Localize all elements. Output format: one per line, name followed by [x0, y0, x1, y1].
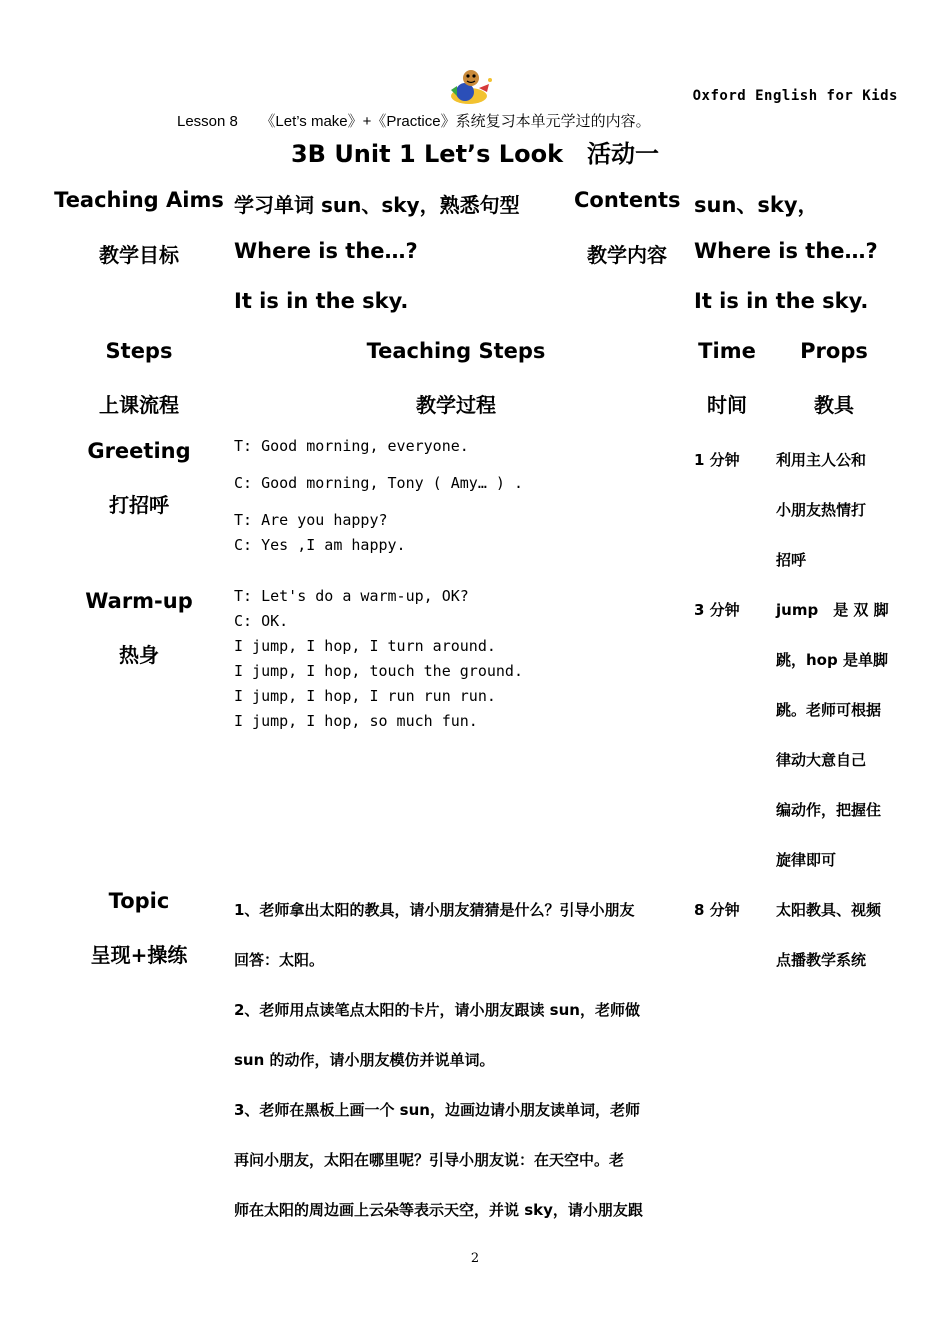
warmup-line: C: OK. — [234, 612, 289, 630]
teaching-steps-header-en: Teaching Steps — [366, 339, 546, 363]
warmup-props-line: 律动大意自己 — [776, 751, 867, 769]
props-header-cn: 教具 — [814, 393, 854, 417]
aims-label-cn: 教学目标 — [99, 243, 179, 267]
topic-line: 再问小朋友，太阳在哪里呢？引导小朋友说：在天空中。老 — [234, 1151, 625, 1169]
contents-line-3: It is in the sky. — [694, 289, 869, 313]
topic-props-line: 点播教学系统 — [776, 951, 867, 969]
topic-line: 师在太阳的周边画上云朵等表示天空，并说 sky，请小朋友跟 — [234, 1201, 643, 1219]
contents-line-2: Where is the…? — [694, 239, 878, 263]
greeting-props-line: 利用主人公和 — [776, 451, 867, 469]
topic-line: 回答：太阳。 — [234, 951, 325, 969]
topic-label-en: Topic — [108, 889, 170, 913]
page-title: 3B Unit 1 Let’s Look 活动一 — [290, 140, 660, 168]
time-header-cn: 时间 — [707, 393, 747, 417]
greeting-label-en: Greeting — [87, 439, 191, 463]
warmup-label-cn: 热身 — [119, 643, 159, 667]
greeting-props-line: 小朋友热情打 — [776, 501, 867, 519]
greeting-line: T: Good morning, everyone. — [234, 437, 469, 455]
topic-line: 1、老师拿出太阳的教具，请小朋友猜猜是什么？引导小朋友 — [234, 901, 635, 919]
warmup-props-line: 跳，hop 是单脚 — [776, 651, 888, 669]
warmup-line: T: Let's do a warm-up, OK? — [234, 587, 469, 605]
warmup-props-line: 旋律即可 — [776, 851, 837, 869]
lesson-line: Lesson 8 《Let’s make》+《Practice》系统复习本单元学过的内容。 — [177, 113, 651, 130]
contents-label-cn: 教学内容 — [587, 243, 667, 267]
time-header-en: Time — [698, 339, 756, 363]
warmup-line: I jump, I hop, I run run run. — [234, 687, 496, 705]
steps-header-cn: 上课流程 — [99, 393, 179, 417]
greeting-props-line: 招呼 — [776, 551, 807, 569]
teaching-steps-header-cn: 教学过程 — [416, 393, 496, 417]
topic-label-cn: 呈现+操练 — [90, 943, 188, 967]
topic-line: 2、老师用点读笔点太阳的卡片，请小朋友跟读 sun，老师做 — [234, 1001, 640, 1019]
warmup-line: I jump, I hop, touch the ground. — [234, 662, 523, 680]
warmup-line: I jump, I hop, so much fun. — [234, 712, 478, 730]
contents-label-en: Contents — [574, 188, 681, 212]
aims-line-2: Where is the…? — [234, 239, 418, 263]
page-number: 2 — [470, 1251, 480, 1266]
greeting-line: T: Are you happy? — [234, 511, 388, 529]
warmup-props-line: 编动作，把握住 — [776, 801, 882, 819]
aims-label-en: Teaching Aims — [54, 188, 224, 212]
topic-time: 8 分钟 — [694, 901, 740, 919]
header-brand-text: Oxford English for Kids — [692, 88, 898, 104]
cartoon-logo-icon — [443, 66, 497, 106]
greeting-time: 1 分钟 — [694, 451, 740, 469]
aims-line-1: 学习单词 sun、sky，熟悉句型 — [234, 193, 520, 217]
greeting-label-cn: 打招呼 — [109, 493, 169, 517]
topic-props-line: 太阳教具、视频 — [776, 901, 882, 919]
topic-line: 3、老师在黑板上画一个 sun，边画边请小朋友读单词，老师 — [234, 1101, 640, 1119]
aims-line-3: It is in the sky. — [234, 289, 409, 313]
warmup-props-line: jump 是 双 脚 — [776, 601, 889, 619]
greeting-line: C: Good morning, Tony ( Amy… ) . — [234, 474, 523, 492]
steps-header-en: Steps — [105, 339, 173, 363]
warmup-label-en: Warm-up — [85, 589, 193, 613]
topic-line: sun 的动作，请小朋友模仿并说单词。 — [234, 1051, 495, 1069]
warmup-props-line: 跳。老师可根据 — [776, 701, 882, 719]
greeting-line: C: Yes ,I am happy. — [234, 536, 406, 554]
warmup-line: I jump, I hop, I turn around. — [234, 637, 496, 655]
props-header-en: Props — [800, 339, 868, 363]
warmup-time: 3 分钟 — [694, 601, 740, 619]
contents-line-1: sun、sky， — [694, 193, 819, 217]
